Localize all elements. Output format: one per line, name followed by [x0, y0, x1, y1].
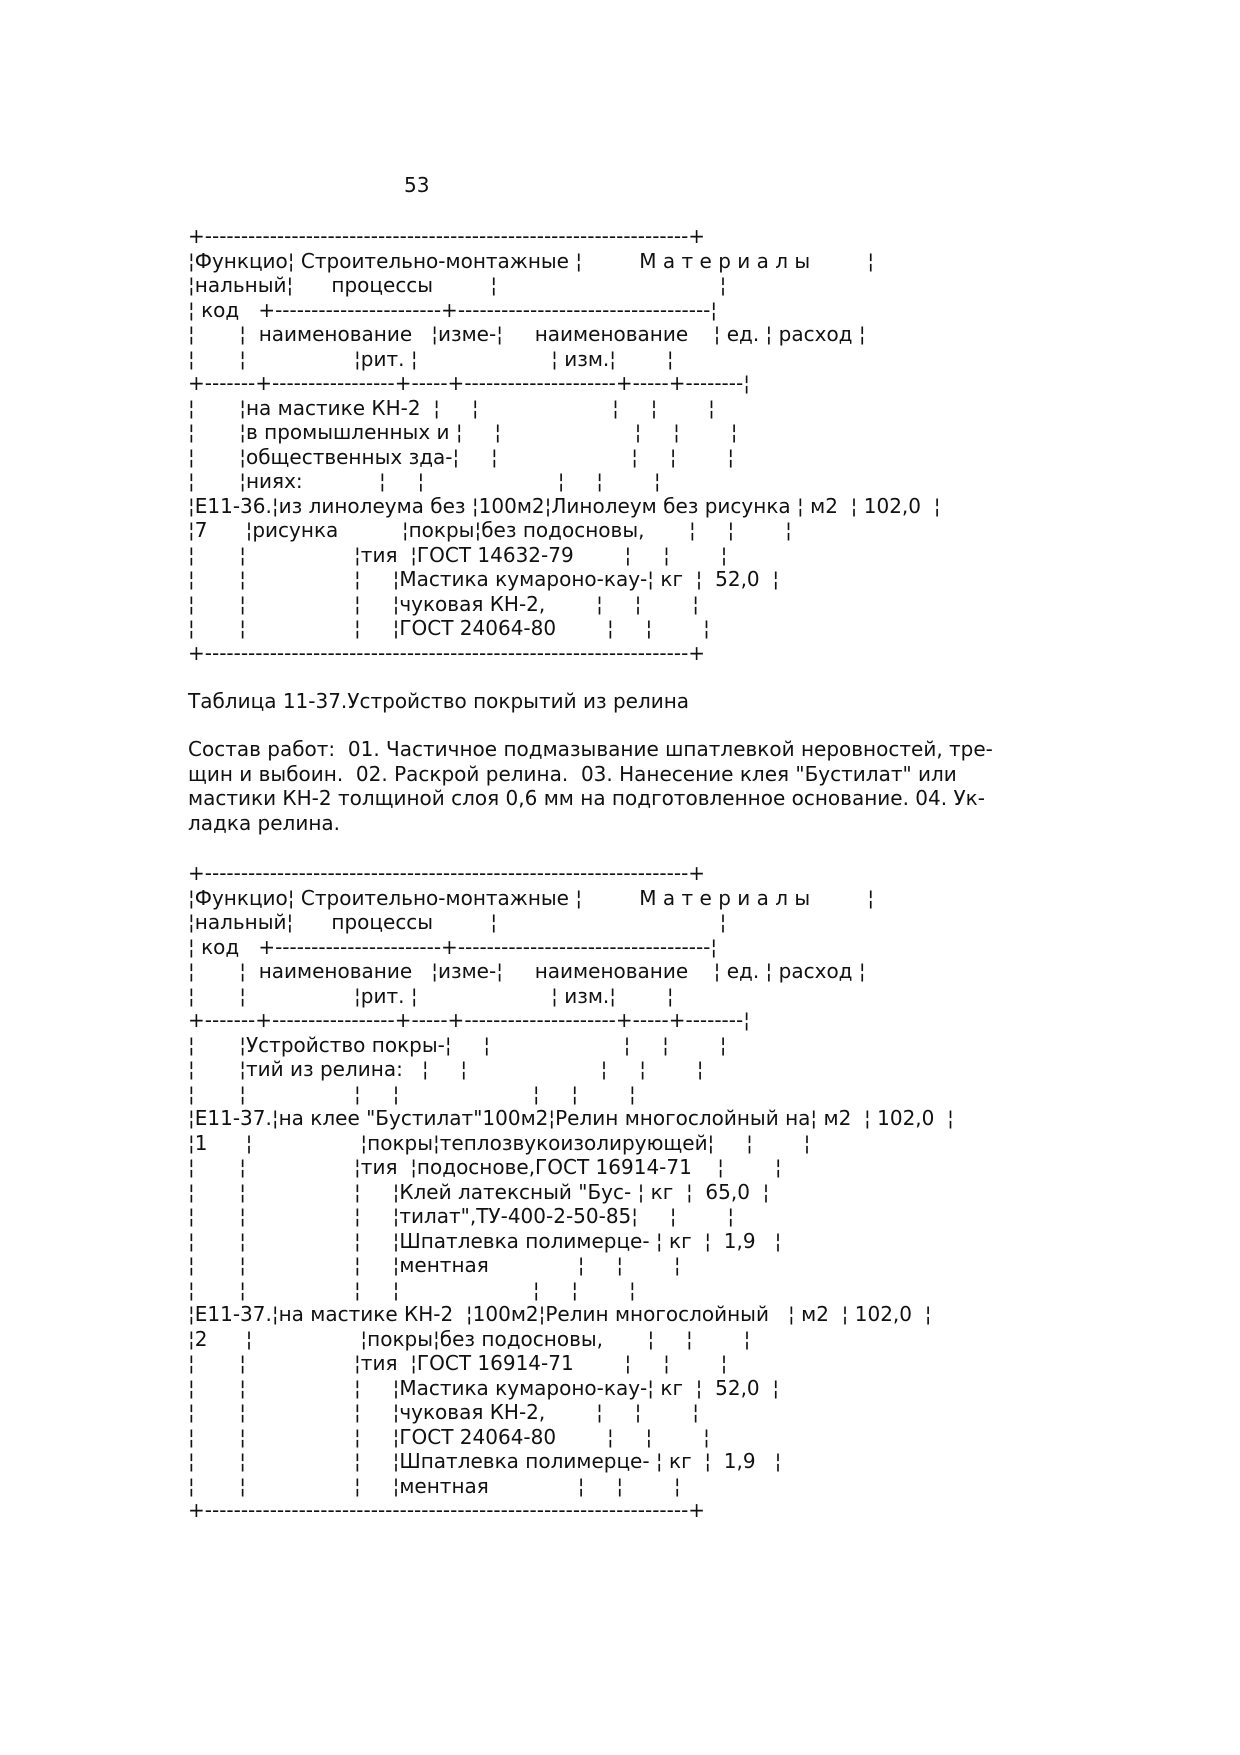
table-line: ¦ код +-----------------------+-----------------------------------¦ — [188, 297, 718, 322]
table-line: ¦ ¦ ¦ ¦Клей латексный "Бус- ¦ кг ¦ 65,0 ¦ — [188, 1179, 770, 1204]
table-line: ¦ ¦ ¦тия ¦ГОСТ 14632-79 ¦ ¦ ¦ — [188, 542, 728, 567]
table-line: ¦ ¦ ¦ ¦Мастика кумароно-кау-¦ кг ¦ 52,0 ¦ — [188, 567, 780, 591]
table-line: ¦ ¦ наименование ¦изме-¦ наименование ¦ ед. ¦ расход ¦ — [188, 322, 866, 346]
paragraph-line: ладка релина. — [188, 810, 341, 835]
paragraph-line: щин и выбоин. 02. Раскрой релина. 03. Нанесение клея "Бустилат" или — [188, 761, 957, 786]
table-line: ¦нальный¦ процессы ¦ ¦ — [188, 910, 727, 934]
page-number: 53 — [404, 173, 430, 197]
table-line: +-------------------------------------------------------------------+ — [188, 640, 706, 665]
table-line: ¦ ¦на мастике КН-2 ¦ ¦ ¦ ¦ ¦ — [188, 395, 715, 420]
table-line: ¦ ¦ ¦ ¦ГОСТ 24064-80 ¦ ¦ ¦ — [188, 1424, 710, 1449]
table-line: ¦Е11-37.¦на мастике КН-2 ¦100м2¦Релин многослойный ¦ м2 ¦ 102,0 ¦ — [188, 1302, 932, 1326]
table-line: ¦ ¦ ¦ ¦Шпатлевка полимерце- ¦ кг ¦ 1,9 ¦ — [188, 1228, 782, 1253]
table-line: ¦Функцио¦ Строительно-монтажные ¦ М а т е р и а л ы ¦ — [188, 885, 875, 910]
table-line: +-------------------------------------------------------------------+ — [188, 861, 706, 885]
paragraph-line: мастики КН-2 толщиной слоя 0,6 мм на подготовленное основание. 04. Ук- — [188, 786, 985, 810]
table-line: ¦ ¦ ¦ ¦Мастика кумароно-кау-¦ кг ¦ 52,0 ¦ — [188, 1375, 780, 1400]
table-caption: Таблица 11-37.Устройство покрытий из релина — [188, 689, 690, 713]
table-line: ¦ ¦ наименование ¦изме-¦ наименование ¦ ед. ¦ расход ¦ — [188, 959, 866, 983]
table-line: ¦Е11-37.¦на клее "Бустилат"100м2¦Релин многослойный на¦ м2 ¦ 102,0 ¦ — [188, 1106, 954, 1130]
table-line: ¦ ¦ ¦ ¦тилат",ТУ-400-2-50-85¦ ¦ ¦ — [188, 1204, 735, 1228]
table-11-36-continuation — [188, 224, 940, 665]
table-line: ¦Е11-36.¦из линолеума без ¦100м2¦Линолеум без рисунка ¦ м2 ¦ 102,0 ¦ — [188, 493, 941, 518]
table-line: ¦ ¦ ¦тия ¦ГОСТ 16914-71 ¦ ¦ ¦ — [188, 1351, 728, 1375]
paragraph-line: Состав работ: 01. Частичное подмазывание шпатлевкой неровностей, тре- — [188, 737, 993, 761]
table-line: ¦ ¦ ¦ ¦ментная ¦ ¦ ¦ — [188, 1253, 681, 1277]
table-line: ¦7 ¦рисунка ¦покры¦без подосновы, ¦ ¦ ¦ — [188, 518, 792, 542]
table-line: ¦ ¦ниях: ¦ ¦ ¦ ¦ ¦ — [188, 469, 661, 493]
table-line: ¦ ¦тий из релина: ¦ ¦ ¦ ¦ ¦ — [188, 1057, 704, 1081]
table-line: ¦ ¦ ¦ ¦чуковая КН-2, ¦ ¦ ¦ — [188, 591, 699, 616]
table-line: ¦ ¦ ¦ ¦ ¦ ¦ ¦ — [188, 1277, 636, 1302]
table-line: ¦ ¦Устройство покры-¦ ¦ ¦ ¦ ¦ — [188, 1032, 727, 1057]
table-line: ¦ ¦ ¦ ¦ментная ¦ ¦ ¦ — [188, 1473, 681, 1498]
table-line: ¦ ¦ ¦ ¦ ¦ ¦ ¦ — [188, 1081, 636, 1106]
work-composition — [188, 737, 993, 835]
table-line: ¦ ¦в промышленных и ¦ ¦ ¦ ¦ ¦ — [188, 420, 738, 444]
table-line: ¦нальный¦ процессы ¦ ¦ — [188, 273, 727, 297]
table-11-37 — [188, 861, 954, 1523]
table-line: ¦ ¦ ¦ ¦ГОСТ 24064-80 ¦ ¦ ¦ — [188, 616, 710, 640]
table-line: ¦ ¦ ¦тия ¦подоснове,ГОСТ 16914-71 ¦ ¦ — [188, 1155, 782, 1179]
table-line: +-------------------------------------------------------------------+ — [188, 1498, 706, 1522]
table-line: +-------------------------------------------------------------------+ — [188, 224, 706, 248]
table-line: ¦Функцио¦ Строительно-монтажные ¦ М а т е р и а л ы ¦ — [188, 248, 875, 273]
table-line: +-------+-----------------+-----+---------------------+-----+--------¦ — [188, 1008, 750, 1032]
table-line: ¦2 ¦ ¦покры¦без подосновы, ¦ ¦ ¦ — [188, 1326, 751, 1351]
table-line: +-------+-----------------+-----+---------------------+-----+--------¦ — [188, 371, 750, 395]
table-line: ¦ ¦ ¦ ¦чуковая КН-2, ¦ ¦ ¦ — [188, 1400, 699, 1424]
table-line: ¦ ¦ ¦ ¦Шпатлевка полимерце- ¦ кг ¦ 1,9 ¦ — [188, 1449, 782, 1473]
table-line: ¦ ¦ ¦рит. ¦ ¦ изм.¦ ¦ — [188, 983, 674, 1008]
table-line: ¦1 ¦ ¦покры¦теплозвукоизолирующей¦ ¦ ¦ — [188, 1130, 811, 1155]
table-line: ¦ код +-----------------------+-----------------------------------¦ — [188, 934, 718, 959]
table-line: ¦ ¦общественных зда-¦ ¦ ¦ ¦ ¦ — [188, 444, 735, 469]
table-line: ¦ ¦ ¦рит. ¦ ¦ изм.¦ ¦ — [188, 346, 674, 371]
